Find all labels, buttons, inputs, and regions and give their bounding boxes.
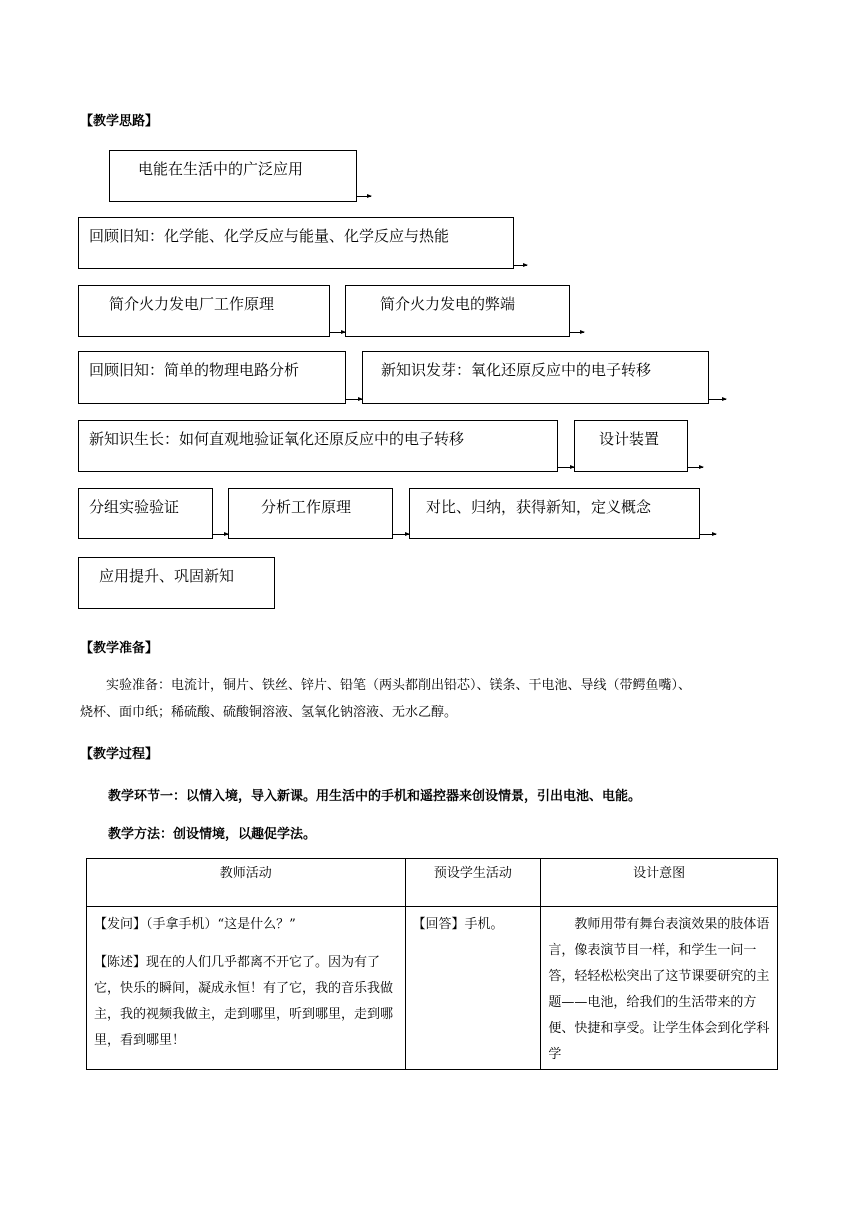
teacher-statement [88, 946, 404, 1054]
flow-box-summarize-define: 对比、归纳，获得新知，定义概念 [409, 488, 700, 539]
flow-box-apply-consolidate: 应用提升、巩固新知 [78, 557, 275, 609]
table-row [87, 907, 778, 1070]
flow-arrow [570, 332, 584, 333]
student-answer [407, 908, 540, 938]
flow-arrow [688, 467, 703, 468]
flow-box-thermal-drawbacks: 简介火力发电的弊端 [345, 285, 570, 337]
step1-intro: 教学环节一：以情入境，导入新课。用生活中的手机和遥控器来创设情景，引出电池、电能。 [108, 789, 642, 804]
flow-arrow [700, 534, 716, 535]
design-intent-text: 教师用带有舞台表演效果的肢体语言，像表演节目一样，和学生一问一答，轻轻松松突出了这节课要研究的主题——电池，给我们的生活带来的方便、快捷和享受。让学生体会到化学科学 [548, 917, 770, 1062]
flow-box-electron-transfer: 新知识发芽：氧化还原反应中的电子转移 [362, 351, 709, 404]
flow-arrow [393, 534, 409, 535]
table-header-row [87, 859, 778, 907]
flow-box-analyze-principle: 分析工作原理 [228, 488, 393, 539]
teacher-question-tag: 【发问】 [94, 917, 147, 932]
teacher-question-text: （手拿手机）“这是什么？” [146, 917, 296, 932]
student-answer-tag: 【回答】 [412, 917, 465, 932]
header-teacher-activity: 教师活动 [87, 859, 406, 907]
section-heading-process: 【教学过程】 [80, 747, 159, 762]
flow-arrow [213, 534, 228, 535]
student-answer-text: 手机。 [464, 917, 504, 932]
cell-design-intent [541, 907, 778, 1070]
flow-box-verify-transfer: 新知识生长：如何直观地验证氧化还原反应中的电子转移 [78, 420, 558, 472]
header-design-intent: 设计意图 [541, 859, 778, 907]
flow-box-design-device: 设计装置 [574, 420, 688, 472]
flow-arrow [357, 196, 371, 197]
flow-box-group-experiment: 分组实验验证 [78, 488, 213, 539]
flow-box-review-chemistry: 回顾旧知：化学能、化学反应与能量、化学反应与热能 [78, 217, 514, 269]
cell-teacher-activity [87, 907, 406, 1070]
flow-arrow [346, 399, 362, 400]
teacher-statement-text: 现在的人们几乎都离不开它了。因为有了它，快乐的瞬间，凝成永恒！有了它，我的音乐我做主，我的视频我做主，走到哪里，听到哪里，走到哪里，看到哪里！ [94, 955, 394, 1048]
teacher-question [88, 908, 404, 938]
section-heading-preparation: 【教学准备】 [80, 641, 159, 656]
flow-arrow [709, 399, 726, 400]
header-student-activity: 预设学生活动 [405, 859, 541, 907]
cell-student-activity [405, 907, 541, 1070]
flow-box-electric-uses: 电能在生活中的广泛应用 [109, 150, 357, 202]
step1-method: 教学方法：创设情境，以趣促学法。 [108, 827, 317, 842]
flow-arrow [514, 265, 527, 266]
flow-box-review-circuit: 回顾旧知：简单的物理电路分析 [78, 351, 346, 404]
flow-arrow [330, 332, 345, 333]
preparation-line-2: 烧杯、面巾纸；稀硫酸、硫酸铜溶液、氢氧化钠溶液、无水乙醇。 [80, 705, 458, 720]
section-heading-thinking: 【教学思路】 [80, 114, 159, 129]
teacher-statement-tag: 【陈述】 [94, 955, 147, 970]
preparation-line-1: 实验准备：电流计，铜片、铁丝、锌片、铅笔（两头都削出铅芯）、镁条、干电池、导线（带鳄鱼嘴）、 [106, 678, 692, 693]
flow-arrow [558, 467, 574, 468]
flow-box-thermal-plant-principle: 简介火力发电厂工作原理 [78, 285, 330, 337]
activity-table [86, 858, 778, 1070]
